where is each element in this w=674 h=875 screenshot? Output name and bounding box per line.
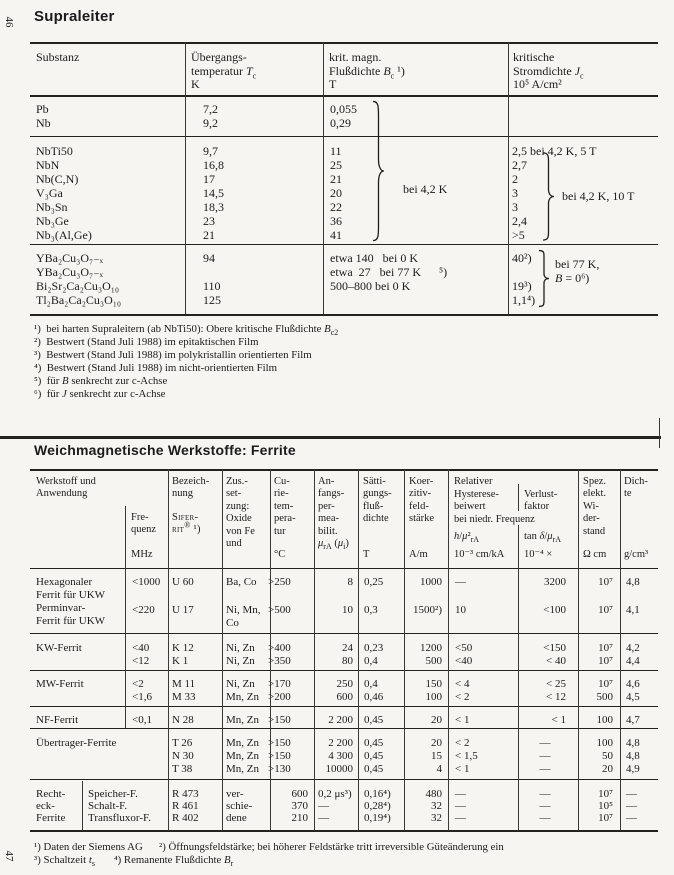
rule-h xyxy=(30,830,658,832)
cell-verlustfaktor: — xyxy=(539,750,551,762)
cell-widerstand: 10⁷ xyxy=(598,655,613,667)
cell-dichte: — xyxy=(626,788,637,800)
cell-widerstand: 10⁷ xyxy=(598,788,613,800)
cell-koerzitiv: 1200 xyxy=(420,642,442,654)
rule-v xyxy=(518,484,519,511)
t2-unit-dichte: g/cm³ xyxy=(624,549,649,560)
cell-saettigung: 0,23 xyxy=(364,642,384,654)
cell-koerzitiv: 1500²) xyxy=(413,604,442,616)
brace-label-hts-1: bei 77 K, xyxy=(555,257,600,271)
cell-bezeichnung: M 33 xyxy=(172,691,196,703)
rule-h xyxy=(30,469,658,471)
cell-flux: 500–800 bei 0 K xyxy=(330,279,411,293)
cell-bezeichnung: R 461 xyxy=(172,800,199,812)
cell-flux: 0,29 xyxy=(330,116,351,130)
footnote: ⁴) Bestwert (Stand Juli 1988) im nicht-orientierten Film xyxy=(34,362,278,374)
cell-verlustfaktor: — xyxy=(539,800,551,812)
cell-widerstand: 10⁷ xyxy=(598,576,613,588)
cell-flux: 20 xyxy=(330,186,342,200)
cell-verlustfaktor: — xyxy=(539,737,551,749)
cell-zusammensetzung: Mn, Zn xyxy=(226,737,259,749)
t2-col-header-verlustfaktor: Verlust- faktor xyxy=(524,489,558,513)
cell-hysterese: — xyxy=(455,788,466,800)
cell-substance: Nb₃Sn xyxy=(36,200,68,214)
cell-curie: >130 xyxy=(268,763,291,775)
rule-h xyxy=(30,728,658,729)
cell-saettigung: 0,45 xyxy=(364,763,384,775)
cell-hysterese: <50 xyxy=(455,642,473,654)
rule-h xyxy=(30,779,658,780)
cell-anfangspermeabilitaet: 10 xyxy=(342,604,353,616)
cell-frequenz: <1,6 xyxy=(132,691,152,703)
cell-temp: 16,8 xyxy=(203,158,224,172)
cell-current: 2 xyxy=(512,172,518,186)
footnote: ³) Bestwert (Stand Juli 1988) im polykristallin orientierten Film xyxy=(34,349,312,361)
cell-temp: 9,7 xyxy=(203,144,218,158)
cell-dichte: 4,8 xyxy=(626,576,640,588)
cell-curie: 600 xyxy=(291,788,308,800)
cell-anfangspermeabilitaet: 2 200 xyxy=(328,737,353,749)
cell-curie: >200 xyxy=(268,691,291,703)
cell-saettigung: 0,28⁴) xyxy=(364,800,391,812)
rule-h xyxy=(30,244,658,245)
cell-zusammensetzung: Ba, Co xyxy=(226,576,257,588)
page-edge-mark xyxy=(659,418,660,448)
t2-symbol-h-mu: $h/\mu^2_{rA}$ xyxy=(454,531,480,545)
cell-bezeichnung: R 402 xyxy=(172,812,199,824)
cell-hysterese: — xyxy=(455,812,466,824)
t2-col-header-saettigung: Sätti- gungs- fluß- dichte xyxy=(363,476,392,525)
cell-temp: 94 xyxy=(203,251,215,265)
cell-frequenz: <40 xyxy=(132,642,150,654)
cell-bezeichnung: K 1 xyxy=(172,655,189,667)
cell-bezeichnung: T 38 xyxy=(172,763,193,775)
cell-dichte: 4,1 xyxy=(626,604,640,616)
cell-dichte: 4,2 xyxy=(626,642,640,654)
t2-col-header-spez-widerstand: Spez. elekt. Wi- der- stand xyxy=(583,476,607,537)
t1-col-header-flux: krit. magn. Flußdichte $B_c$ ¹) T xyxy=(329,50,405,91)
t2-unit-curie: °C xyxy=(274,549,286,560)
brace-label-flux: bei 4,2 K xyxy=(403,182,448,196)
footnote: ¹) Daten der Siemens AG ²) Öffnungsfeldstärke; bei höherer Feldstärke tritt irreversible Güteänderung ein xyxy=(34,841,504,853)
rule-h xyxy=(30,314,658,316)
cell-curie: >170 xyxy=(268,678,291,690)
t2-unit-saettigung: T xyxy=(363,549,370,560)
cell-hysterese: < 1 xyxy=(455,714,470,726)
cell-dichte: 4,4 xyxy=(626,655,640,667)
footnote: ⁵) für B senkrecht zur c-Achse xyxy=(34,375,168,387)
cell-flux: etwa 140 bei 0 K xyxy=(330,251,418,265)
cell-current: 40²) xyxy=(512,251,532,265)
cell-substance: YBa₂Cu₃O₇₋ₓ xyxy=(36,251,104,265)
cell-current: 3 xyxy=(512,200,518,214)
cell-bezeichnung: U 60 xyxy=(172,576,194,588)
cell-dichte: 4,5 xyxy=(626,691,640,703)
t2-col-header-relativer: Relativer xyxy=(454,476,493,487)
cell-current: 1,1⁴) xyxy=(512,293,536,307)
t2-col-header-zusammensetzung: Zus.- set- zung: Oxide von Fe und xyxy=(226,476,255,550)
cell-zusammensetzung: dene xyxy=(226,812,247,824)
cell-anfangspermeabilitaet: 80 xyxy=(342,655,353,667)
cell-anfangspermeabilitaet: 2 200 xyxy=(328,714,353,726)
cell-zusammensetzung: ver- xyxy=(226,788,244,800)
cell-bezeichnung: U 17 xyxy=(172,604,194,616)
cell-hysterese: < 2 xyxy=(455,737,470,749)
cell-zusammensetzung: Ni, Zn xyxy=(226,678,255,690)
t2-col-header-anfangspermeabilitaet: An- fangs- per- mea- bilit. $\mu_{rA}$ $(\mu_i)$ xyxy=(318,476,349,552)
cell-zusammensetzung: Ni, Mn, xyxy=(226,604,261,616)
cell-koerzitiv: 20 xyxy=(431,737,442,749)
cell-curie: >150 xyxy=(268,737,291,749)
cell-hysterese: < 4 xyxy=(455,678,470,690)
t2-unit-h-mu: 10⁻³ cm/kA xyxy=(454,549,505,560)
cell-verlustfaktor: <150 xyxy=(543,642,566,654)
cell-koerzitiv: 4 xyxy=(436,763,442,775)
cell-bezeichnung: N 30 xyxy=(172,750,194,762)
cell-verlustfaktor: — xyxy=(539,812,551,824)
cell-koerzitiv: 150 xyxy=(425,678,442,690)
t2-unit-frequenz: MHz xyxy=(131,549,153,560)
cell-hysterese: < 2 xyxy=(455,691,470,703)
cell-temp: 7,2 xyxy=(203,102,218,116)
cell-temp: 21 xyxy=(203,228,215,242)
cell-temp: 9,2 xyxy=(203,116,218,130)
rule-h xyxy=(0,436,661,439)
cell-anfangspermeabilitaet: 600 xyxy=(336,691,353,703)
cell-flux: 41 xyxy=(330,228,342,242)
brace xyxy=(538,250,550,307)
cell-verlustfaktor: < 40 xyxy=(546,655,566,667)
cell-substance: V₃Ga xyxy=(36,186,63,200)
cell-curie: >150 xyxy=(268,714,291,726)
cell-current: 2,4 xyxy=(512,214,527,228)
cell-zusammensetzung: Mn, Zn xyxy=(226,691,259,703)
cell-saettigung: 0,3 xyxy=(364,604,378,616)
rule-v xyxy=(185,42,186,314)
rule-v xyxy=(222,469,223,830)
cell-zusammensetzung: Ni, Zn xyxy=(226,642,255,654)
cell-curie: >350 xyxy=(268,655,291,667)
cell-saettigung: 0,45 xyxy=(364,714,384,726)
cell-dichte: — xyxy=(626,812,637,824)
cell-verlustfaktor: — xyxy=(539,788,551,800)
cell-frequenz: <12 xyxy=(132,655,150,667)
t2-unit-tan: 10⁻⁴ × xyxy=(524,549,553,560)
cell-anwendung: Speicher-F. xyxy=(88,788,138,800)
cell-hysterese: — xyxy=(455,800,466,812)
cell-anfangspermeabilitaet: 24 xyxy=(342,642,353,654)
t2-col-header-bezeichnung: Bezeich- nung xyxy=(172,476,210,500)
cell-curie: 370 xyxy=(291,800,308,812)
t2-unit-koerzitiv: A/m xyxy=(409,549,428,560)
rule-v xyxy=(314,469,315,830)
cell-werkstoff: Hexagonaler xyxy=(36,576,93,588)
cell-widerstand: 10⁵ xyxy=(598,800,613,812)
cell-anfangspermeabilitaet: 250 xyxy=(336,678,353,690)
cell-zusammensetzung: Ni, Zn xyxy=(226,655,255,667)
cell-widerstand: 100 xyxy=(596,714,613,726)
cell-substance: NbTi50 xyxy=(36,144,73,158)
cell-verlustfaktor: <100 xyxy=(543,604,566,616)
cell-substance: Nb xyxy=(36,116,51,130)
cell-frequenz: <2 xyxy=(132,678,144,690)
cell-dichte: — xyxy=(626,800,637,812)
rule-h xyxy=(30,42,658,44)
cell-widerstand: 50 xyxy=(602,750,613,762)
brace xyxy=(372,100,385,242)
cell-temp: 23 xyxy=(203,214,215,228)
rule-v xyxy=(508,42,509,314)
cell-current: >5 xyxy=(512,228,525,242)
t2-symbol-tan: $\tan \delta/\mu_{rA}$ xyxy=(524,531,561,545)
cell-substance: Tl₂Ba₂Ca₂Cu₃O₁₀ xyxy=(36,293,122,307)
cell-widerstand: 100 xyxy=(596,737,613,749)
cell-dichte: 4,6 xyxy=(626,678,640,690)
page-number-bottom: 47 xyxy=(3,850,15,862)
cell-anwendung: Transfluxor-F. xyxy=(88,812,151,824)
rule-v xyxy=(125,506,126,728)
cell-zusammensetzung: Mn, Zn xyxy=(226,763,259,775)
table2-title: Weichmagnetische Werkstoffe: Ferrite xyxy=(34,442,296,458)
t2-col-header-dichte: Dich- te xyxy=(624,476,648,500)
cell-hysterese: <40 xyxy=(455,655,473,667)
cell-temp: 14,5 xyxy=(203,186,224,200)
t1-col-header-substanz: Substanz xyxy=(36,50,80,64)
footnote: ⁶) für J senkrecht zur c-Achse xyxy=(34,388,166,400)
rule-v xyxy=(404,469,405,830)
table1-title: Supraleiter xyxy=(34,8,115,25)
cell-saettigung: 0,16⁴) xyxy=(364,788,391,800)
t1-col-header-temp: Übergangs- temperatur $T_c$ K xyxy=(191,50,257,91)
rule-v xyxy=(578,469,579,830)
page-number-top: 46 xyxy=(3,16,15,28)
cell-hysterese: < 1 xyxy=(455,763,470,775)
cell-zusammensetzung: Co xyxy=(226,617,239,629)
cell-flux: 25 xyxy=(330,158,342,172)
cell-zusammensetzung: Mn, Zn xyxy=(226,714,259,726)
group-label: eck- xyxy=(36,800,55,812)
cell-koerzitiv: 100 xyxy=(425,691,442,703)
cell-saettigung: 0,19⁴) xyxy=(364,812,391,824)
cell-flux: 22 xyxy=(330,200,342,214)
cell-curie: >250 xyxy=(268,576,291,588)
cell-widerstand: 20 xyxy=(602,763,613,775)
cell-saettigung: 0,4 xyxy=(364,655,378,667)
t2-unit-spez: Ω cm xyxy=(583,549,607,560)
cell-saettigung: 0,4 xyxy=(364,678,378,690)
cell-dichte: 4,8 xyxy=(626,737,640,749)
cell-curie: >400 xyxy=(268,642,291,654)
rule-v xyxy=(448,469,449,830)
cell-substance: NbN xyxy=(36,158,60,172)
cell-schaltzeit: — xyxy=(318,812,329,824)
group-label: Recht- xyxy=(36,788,66,800)
cell-koerzitiv: 32 xyxy=(431,800,442,812)
cell-widerstand: 10⁷ xyxy=(598,812,613,824)
brace xyxy=(542,152,555,241)
rule-v xyxy=(168,469,169,830)
cell-curie: >500 xyxy=(268,604,291,616)
cell-frequenz: <0,1 xyxy=(132,714,152,726)
cell-widerstand: 500 xyxy=(596,691,613,703)
cell-dichte: 4,9 xyxy=(626,763,640,775)
group-label: MW-Ferrit xyxy=(36,678,84,690)
cell-widerstand: 10⁷ xyxy=(598,604,613,616)
cell-anfangspermeabilitaet: 10000 xyxy=(325,763,353,775)
cell-substance: Bi₂Sr₂Ca₂Cu₃O₁₀ xyxy=(36,279,120,293)
cell-hysterese: — xyxy=(455,576,466,588)
t2-col-header-werkstoff: Werkstoff und Anwendung xyxy=(36,476,96,500)
cell-schaltzeit: — xyxy=(318,800,329,812)
cell-flux: 0,055 xyxy=(330,102,357,116)
footnote: ¹) bei harten Supraleitern (ab NbTi50): Obere kritische Flußdichte $B_{c2}$ xyxy=(34,323,339,338)
cell-frequenz: <220 xyxy=(132,604,155,616)
group-label: KW-Ferrit xyxy=(36,642,82,654)
cell-zusammensetzung: Mn, Zn xyxy=(226,750,259,762)
rule-h xyxy=(30,95,658,97)
rule-v xyxy=(323,42,324,314)
cell-flux: etwa 27 bei 77 K ⁵) xyxy=(330,265,448,279)
cell-saettigung: 0,45 xyxy=(364,737,384,749)
rule-h xyxy=(30,136,658,137)
footnote: ²) Bestwert (Stand Juli 1988) im epitaktischen Film xyxy=(34,336,259,348)
rule-v xyxy=(82,781,83,830)
cell-temp: 125 xyxy=(203,293,221,307)
group-label: Ferrite xyxy=(36,812,66,824)
cell-anfangspermeabilitaet: 8 xyxy=(347,576,353,588)
cell-koerzitiv: 500 xyxy=(425,655,442,667)
t2-col-header-siferrit: Sifer- rit® ¹) xyxy=(172,512,201,536)
cell-koerzitiv: 480 xyxy=(425,788,442,800)
rule-v xyxy=(518,525,519,830)
cell-saettigung: 0,45 xyxy=(364,750,384,762)
cell-temp: 18,3 xyxy=(203,200,224,214)
cell-verlustfaktor: < 25 xyxy=(546,678,566,690)
cell-dichte: 4,7 xyxy=(626,714,640,726)
cell-substance: Nb₃Ge xyxy=(36,214,69,228)
cell-current: 2,7 xyxy=(512,158,527,172)
cell-widerstand: 10⁷ xyxy=(598,642,613,654)
t1-col-header-strom: kritische Stromdichte $J_c$ 10⁵ A/cm² xyxy=(513,50,584,91)
cell-bezeichnung: N 28 xyxy=(172,714,194,726)
cell-substance: YBa₂Cu₃O₇₋ₓ xyxy=(36,265,104,279)
cell-saettigung: 0,25 xyxy=(364,576,384,588)
brace-label-current: bei 4,2 K, 10 T xyxy=(562,189,635,203)
cell-anwendung: Schalt-F. xyxy=(88,800,128,812)
cell-flux: 21 xyxy=(330,172,342,186)
cell-curie: 210 xyxy=(291,812,308,824)
t2-col-header-koerzitiv: Koer- zitiv- feld- stärke xyxy=(409,476,435,525)
cell-bezeichnung: M 11 xyxy=(172,678,196,690)
cell-current: 2,5 bei 4,2 K, 5 T xyxy=(512,144,597,158)
cell-bezeichnung: R 473 xyxy=(172,788,199,800)
cell-saettigung: 0,46 xyxy=(364,691,384,703)
cell-zusammensetzung: schie- xyxy=(226,800,253,812)
cell-bezeichnung: T 26 xyxy=(172,737,193,749)
cell-bezeichnung: K 12 xyxy=(172,642,194,654)
cell-koerzitiv: 15 xyxy=(431,750,442,762)
cell-flux: 36 xyxy=(330,214,342,228)
cell-frequenz: <1000 xyxy=(132,576,161,588)
cell-verlustfaktor: < 1 xyxy=(551,714,566,726)
cell-verlustfaktor: < 12 xyxy=(546,691,566,703)
cell-werkstoff: Ferrit für UKW xyxy=(36,589,106,601)
t2-col-header-hysterese: Hysterese- beiwert xyxy=(454,489,499,513)
cell-schaltzeit: 0,2 μs³) xyxy=(318,788,352,800)
cell-temp: 110 xyxy=(203,279,221,293)
t2-col-header-niedr-frequenz: bei niedr. Frequenz xyxy=(454,514,535,525)
cell-substance: Nb(C,N) xyxy=(36,172,79,186)
group-label: NF-Ferrit xyxy=(36,714,79,726)
cell-temp: 17 xyxy=(203,172,215,186)
cell-dichte: 4,8 xyxy=(626,750,640,762)
cell-hysterese: 10 xyxy=(455,604,466,616)
brace-label-hts-2: B = 0⁶) xyxy=(555,271,590,285)
t2-col-header-curie: Cu- rie- tem- pera- tur xyxy=(274,476,296,537)
cell-anfangspermeabilitaet: 4 300 xyxy=(328,750,353,762)
cell-flux: 11 xyxy=(330,144,342,158)
cell-substance: Pb xyxy=(36,102,49,116)
cell-verlustfaktor: 3200 xyxy=(544,576,566,588)
cell-curie: >150 xyxy=(268,750,291,762)
cell-koerzitiv: 20 xyxy=(431,714,442,726)
group-label: Übertrager-Ferrite xyxy=(36,737,117,749)
cell-current: 19³) xyxy=(512,279,532,293)
rule-v xyxy=(620,469,621,830)
cell-werkstoff: Ferrit für UKW xyxy=(36,615,106,627)
cell-current: 3 xyxy=(512,186,518,200)
t2-col-header-frequenz: Fre- quenz xyxy=(131,512,157,536)
cell-werkstoff: Perminvar- xyxy=(36,602,86,614)
cell-widerstand: 10⁷ xyxy=(598,678,613,690)
footnote: ³) Schaltzeit $t_s$ ⁴) Remanente Flußdichte $B_r$ xyxy=(34,854,234,869)
cell-koerzitiv: 1000 xyxy=(420,576,442,588)
cell-koerzitiv: 32 xyxy=(431,812,442,824)
cell-hysterese: < 1,5 xyxy=(455,750,478,762)
cell-substance: Nb₃(Al,Ge) xyxy=(36,228,92,242)
rule-v xyxy=(358,469,359,830)
cell-verlustfaktor: — xyxy=(539,763,551,775)
